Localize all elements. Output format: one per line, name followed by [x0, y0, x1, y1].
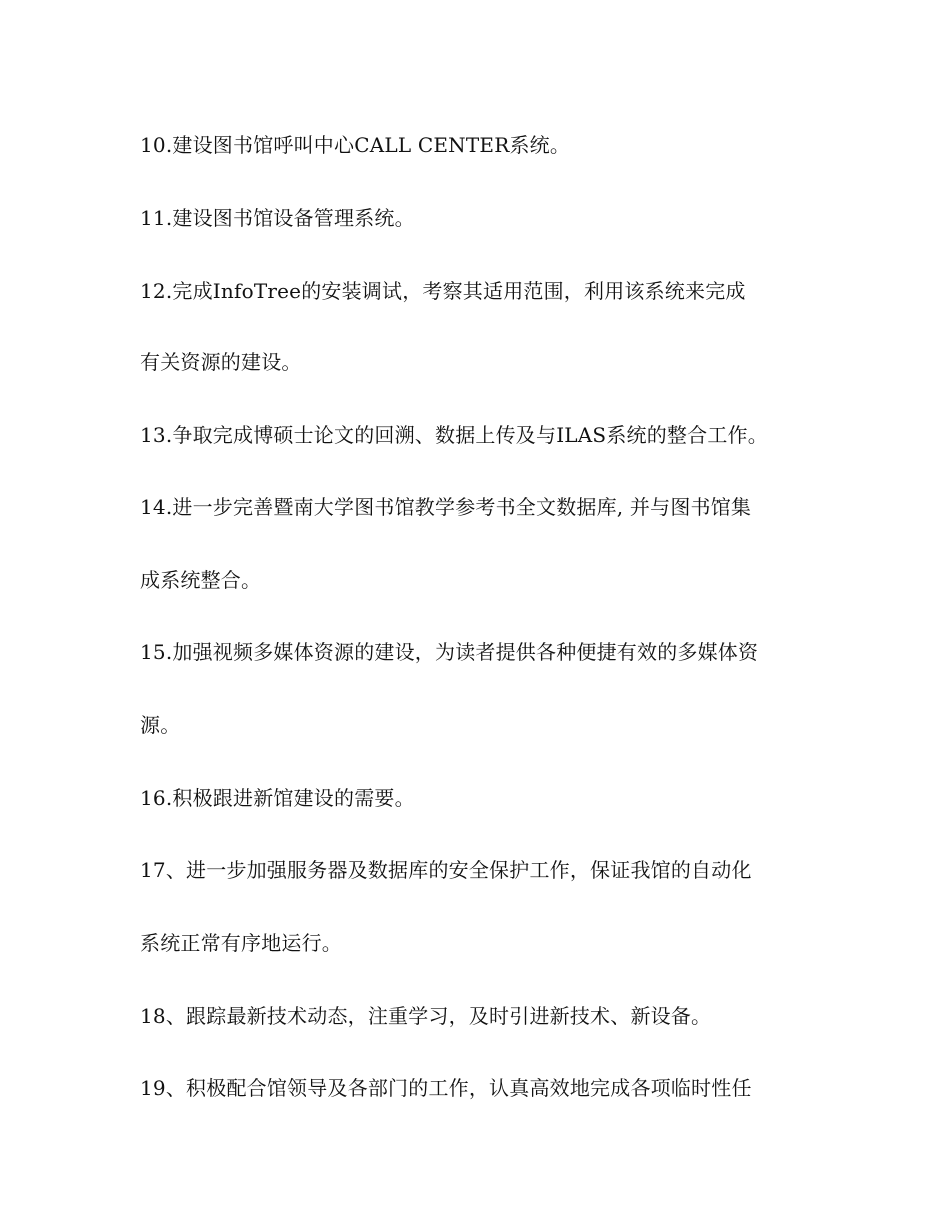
item-18-line: 18、跟踪最新技术动态，注重学习，及时引进新技术、新设备。 [140, 1004, 712, 1028]
item-15-line: 15.加强视频多媒体资源的建设，为读者提供各种便捷有效的多媒体资 [140, 640, 759, 664]
item-15-continuation: 源。 [140, 713, 181, 737]
item-12-line: 12.完成InfoTree的安装调试，考察其适用范围，利用该系统来完成 [140, 279, 746, 303]
item-17-line: 17、进一步加强服务器及数据库的安全保护工作，保证我馆的自动化 [140, 858, 752, 882]
item-10-line: 10.建设图书馆呼叫中心CALL CENTER系统。 [140, 133, 571, 157]
item-14-continuation: 成系统整合。 [140, 568, 262, 592]
item-14-line: 14.进一步完善暨南大学图书馆教学参考书全文数据库, 并与图书馆集 [140, 495, 752, 519]
item-16-line: 16.积极跟进新馆建设的需要。 [140, 786, 415, 810]
item-17-continuation: 系统正常有序地运行。 [140, 931, 342, 955]
item-11-line: 11.建设图书馆设备管理系统。 [140, 206, 415, 230]
item-19-line: 19、积极配合馆领导及各部门的工作，认真高效地完成各项临时性任 [140, 1076, 752, 1100]
item-12-continuation: 有关资源的建设。 [140, 350, 302, 374]
item-13-line: 13.争取完成博硕士论文的回溯、数据上传及与ILAS系统的整合工作。 [140, 423, 768, 447]
